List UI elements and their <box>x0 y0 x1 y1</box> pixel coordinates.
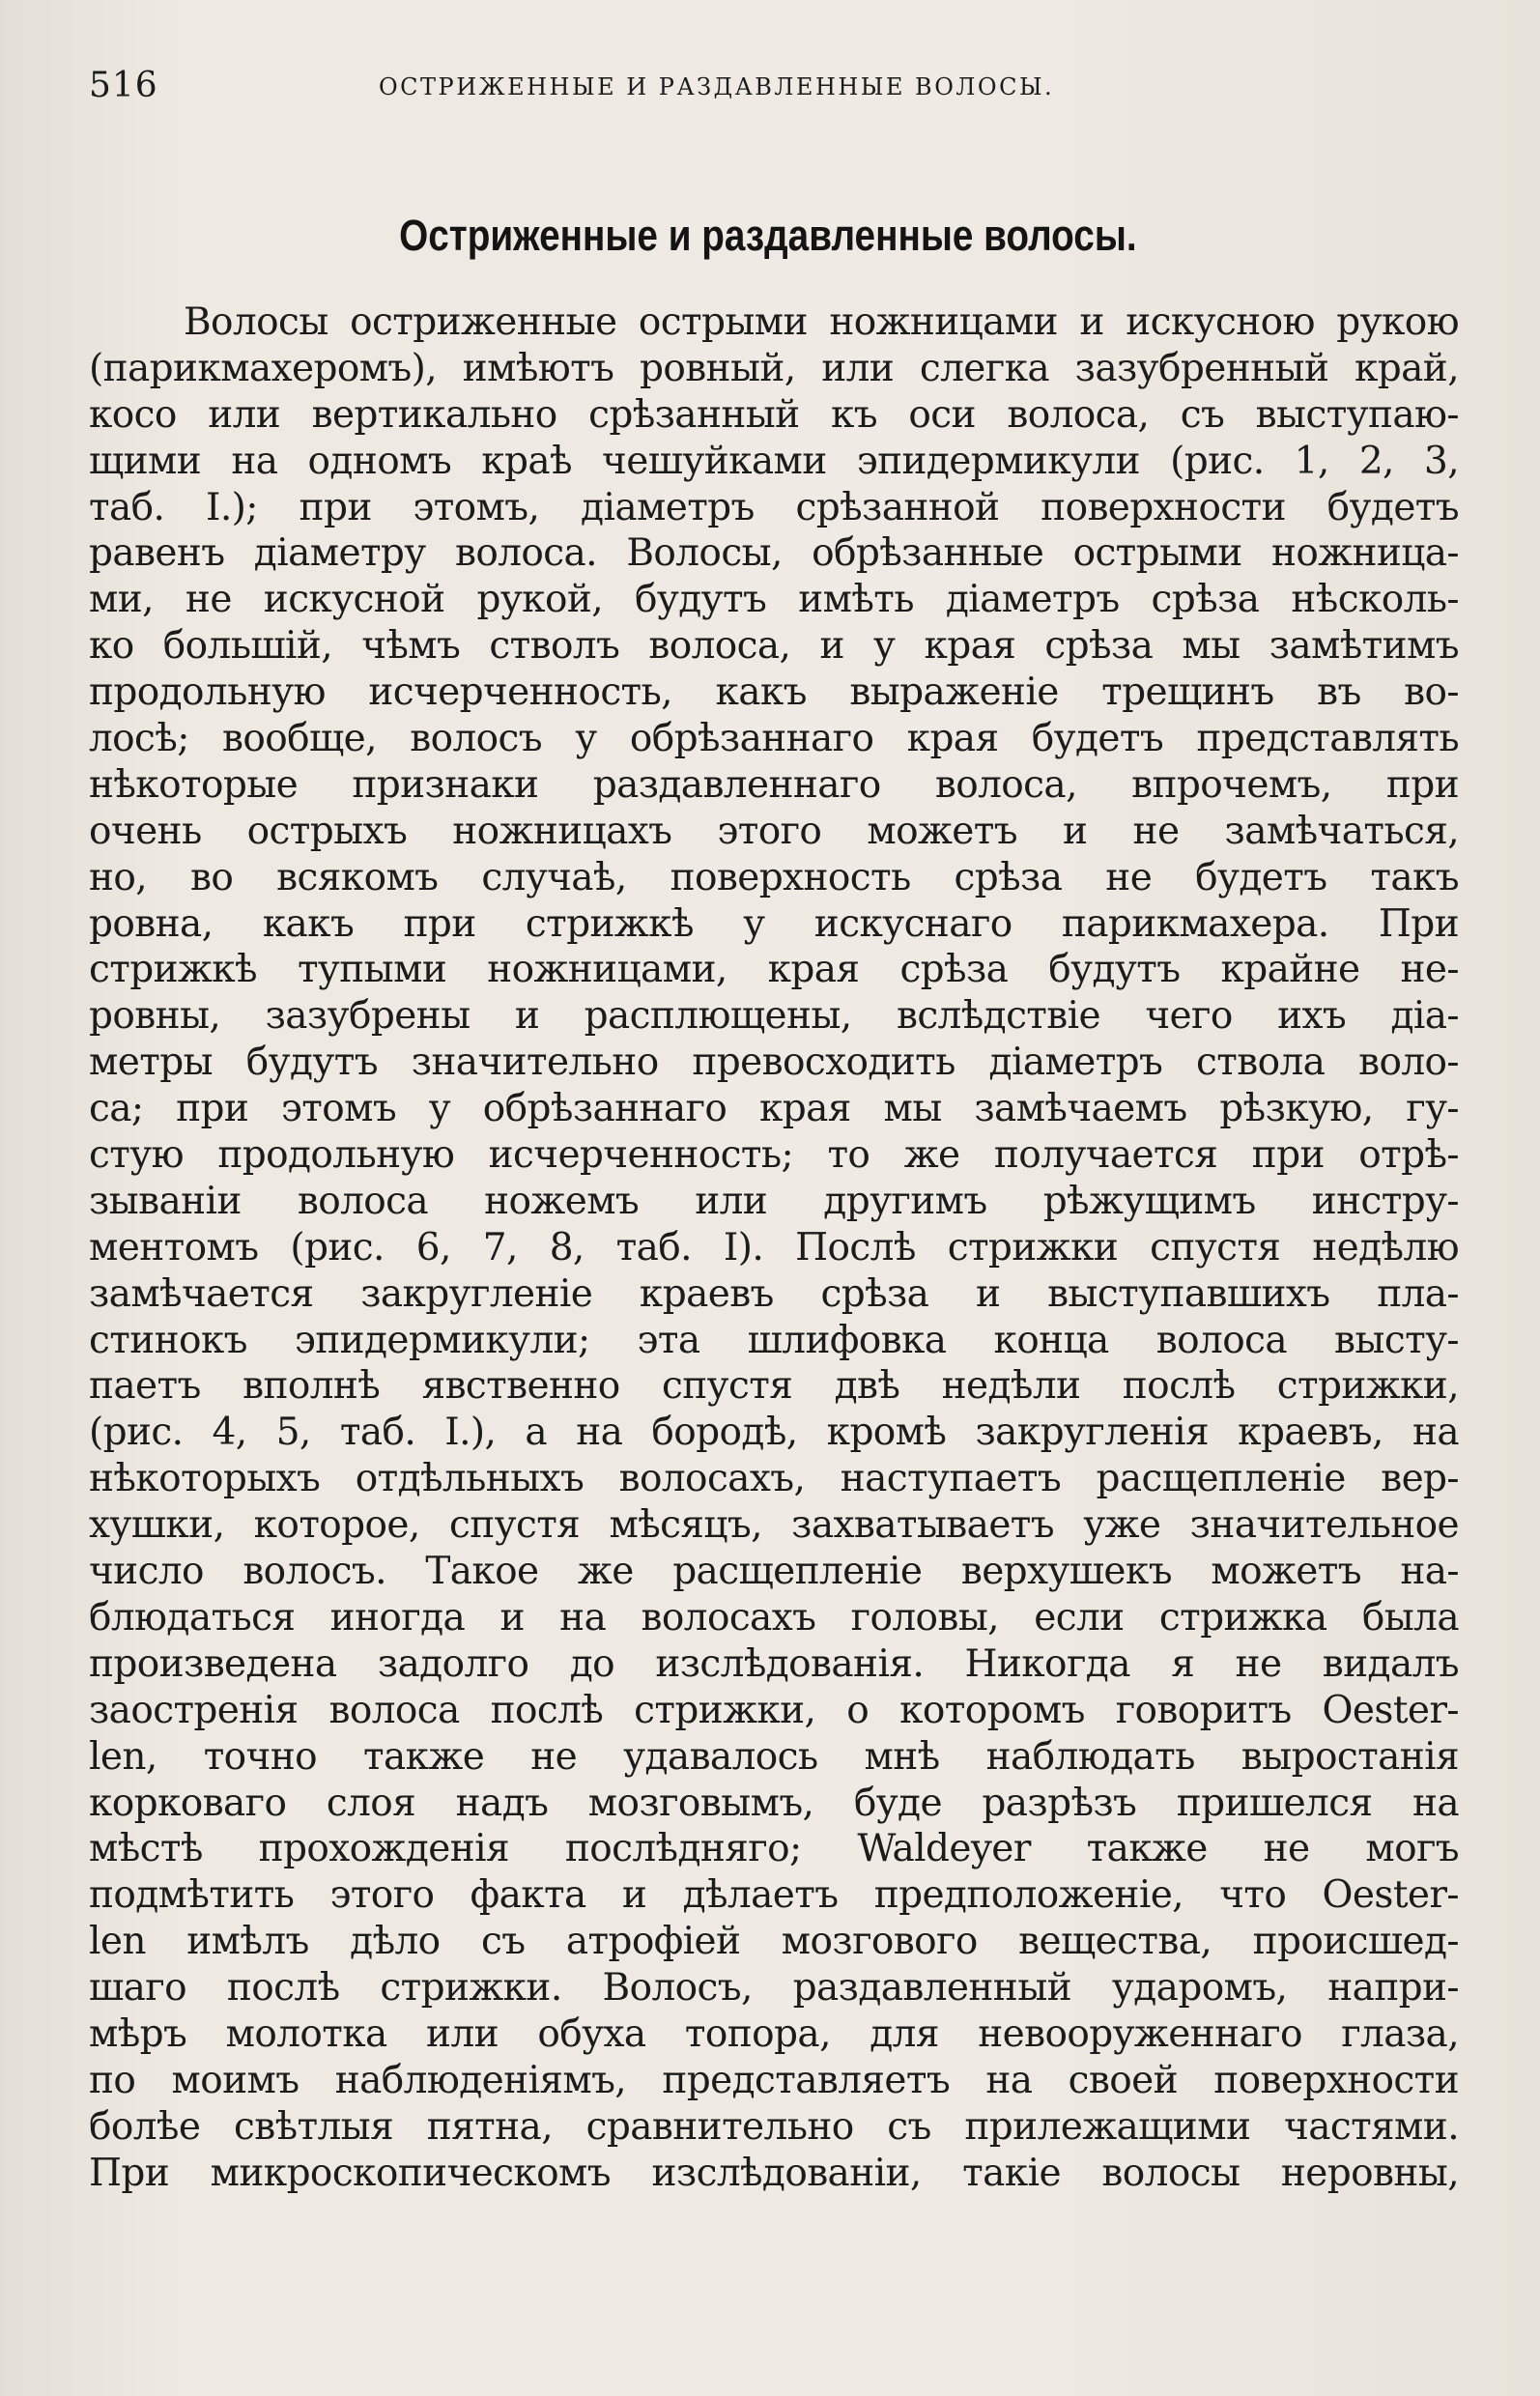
text-line: ко большій, чѣмъ стволъ волоса, и у края срѣза мы замѣтимъ <box>89 624 1459 669</box>
text-line: корковаго слоя надъ мозговымъ, буде разрѣзъ пришелся на <box>89 1781 1459 1825</box>
running-header <box>89 66 1171 114</box>
text-line: блюдаться иногда и на волосахъ головы, если стрижка была <box>89 1595 1459 1640</box>
text-line: хушки, которое, спустя мѣсяцъ, захватываетъ уже значительное <box>89 1503 1459 1548</box>
text-line: щими на одномъ краѣ чешуйками эпидермикули (рис. 1, 2, 3, <box>89 439 1459 483</box>
text-line: метры будутъ значительно превосходить діаметръ ствола воло- <box>89 1041 1459 1085</box>
text-line: са; при этомъ у обрѣзаннаго края мы замѣчаемъ рѣзкую, гу- <box>89 1087 1459 1131</box>
text-line: таб. I.); при этомъ, діаметръ срѣзанной поверхности будетъ <box>89 485 1459 529</box>
text-line: (парикмахеромъ), имѣютъ ровный, или слегка зазубренный край, <box>89 346 1459 390</box>
text-line: стинокъ эпидермикули; эта шлифовка конца волоса высту- <box>89 1318 1459 1362</box>
section-heading: Остриженные и раздавленные волосы. <box>399 211 1137 260</box>
text-line: len имѣлъ дѣло съ атрофіей мозгового вещества, происшед- <box>89 1920 1459 1964</box>
text-line: мѣръ молотка или обуха топора, для невооруженнаго глаза, <box>89 2011 1459 2056</box>
text-line: число волосъ. Такое же расщепленіе верхушекъ можетъ на- <box>89 1550 1459 1594</box>
text-line: по моимъ наблюденіямъ, представляетъ на своей поверхности <box>89 2058 1459 2102</box>
text-line: замѣчается закругленіе краевъ срѣза и выступавшихъ пла- <box>89 1271 1459 1316</box>
text-line: продольную исчерченность, какъ выраженіе трещинъ въ во- <box>89 670 1459 715</box>
text-line: но, во всякомъ случаѣ, поверхность срѣза не будетъ такъ <box>89 855 1459 899</box>
text-line: зываніи волоса ножемъ или другимъ рѣжущимъ инстру- <box>89 1179 1459 1223</box>
text-line: стрижкѣ тупыми ножницами, края срѣза будутъ крайне не- <box>89 948 1459 992</box>
body-text <box>89 300 1459 2197</box>
text-line: очень острыхъ ножницахъ этого можетъ и не замѣчаться, <box>89 809 1459 853</box>
text-line: нѣкоторые признаки раздавленнаго волоса, впрочемъ, при <box>89 762 1459 807</box>
text-line: произведена задолго до изслѣдованія. Никогда я не видалъ <box>89 1641 1459 1686</box>
text-line: равенъ діаметру волоса. Волосы, обрѣзанные острыми ножница- <box>89 531 1459 576</box>
text-line: нѣкоторыхъ отдѣльныхъ волосахъ, наступаетъ расщепленіе вер- <box>89 1457 1459 1501</box>
text-line: ментомъ (рис. 6, 7, 8, таб. I). Послѣ стрижки спустя недѣлю <box>89 1225 1459 1269</box>
text-line: шаго послѣ стрижки. Волосъ, раздавленный ударомъ, напри- <box>89 1966 1459 2011</box>
text-line: косо или вертикально срѣзанный къ оси волоса, съ выступаю- <box>89 392 1459 437</box>
text-line: заостренія волоса послѣ стрижки, о которомъ говоритъ Oester- <box>89 1688 1459 1732</box>
text-line: мѣстѣ прохожденія послѣдняго; Waldeyer также не могъ <box>89 1827 1459 1871</box>
page-number: 516 <box>89 66 158 105</box>
text-line: ровна, какъ при стрижкѣ у искуснаго парикмахера. При <box>89 901 1459 946</box>
text-line: лосѣ; вообще, волосъ у обрѣзаннаго края будетъ представлять <box>89 717 1459 761</box>
text-line: len, точно также не удавалось мнѣ наблюдать выростанія <box>89 1734 1459 1779</box>
text-line: ровны, зазубрены и расплющены, вслѣдствіе чего ихъ діа- <box>89 994 1459 1039</box>
text-line: (рис. 4, 5, таб. I.), а на бородѣ, кромѣ закругленія краевъ, на <box>89 1411 1459 1455</box>
text-line: стую продольную исчерченность; то же получается при отрѣ- <box>89 1133 1459 1178</box>
text-line: При микроскопическомъ изслѣдованіи, такіе волосы неровны, <box>89 2151 1459 2195</box>
text-line: подмѣтить этого факта и дѣлаетъ предположеніе, что Oester- <box>89 1873 1459 1918</box>
text-line: болѣе свѣтлыя пятна, сравнительно съ прилежащими частями. <box>89 2104 1459 2149</box>
running-title: ОСТРИЖЕННЫЕ И РАЗДАВЛЕННЫЕ ВОЛОСЫ. <box>379 73 1055 100</box>
text-line: Волосы остриженные острыми ножницами и искусною рукою <box>184 300 1459 344</box>
text-line: паетъ вполнѣ явственно спустя двѣ недѣли послѣ стрижки, <box>89 1364 1459 1409</box>
text-line: ми, не искусной рукой, будутъ имѣть діаметръ срѣза нѣсколь- <box>89 578 1459 622</box>
